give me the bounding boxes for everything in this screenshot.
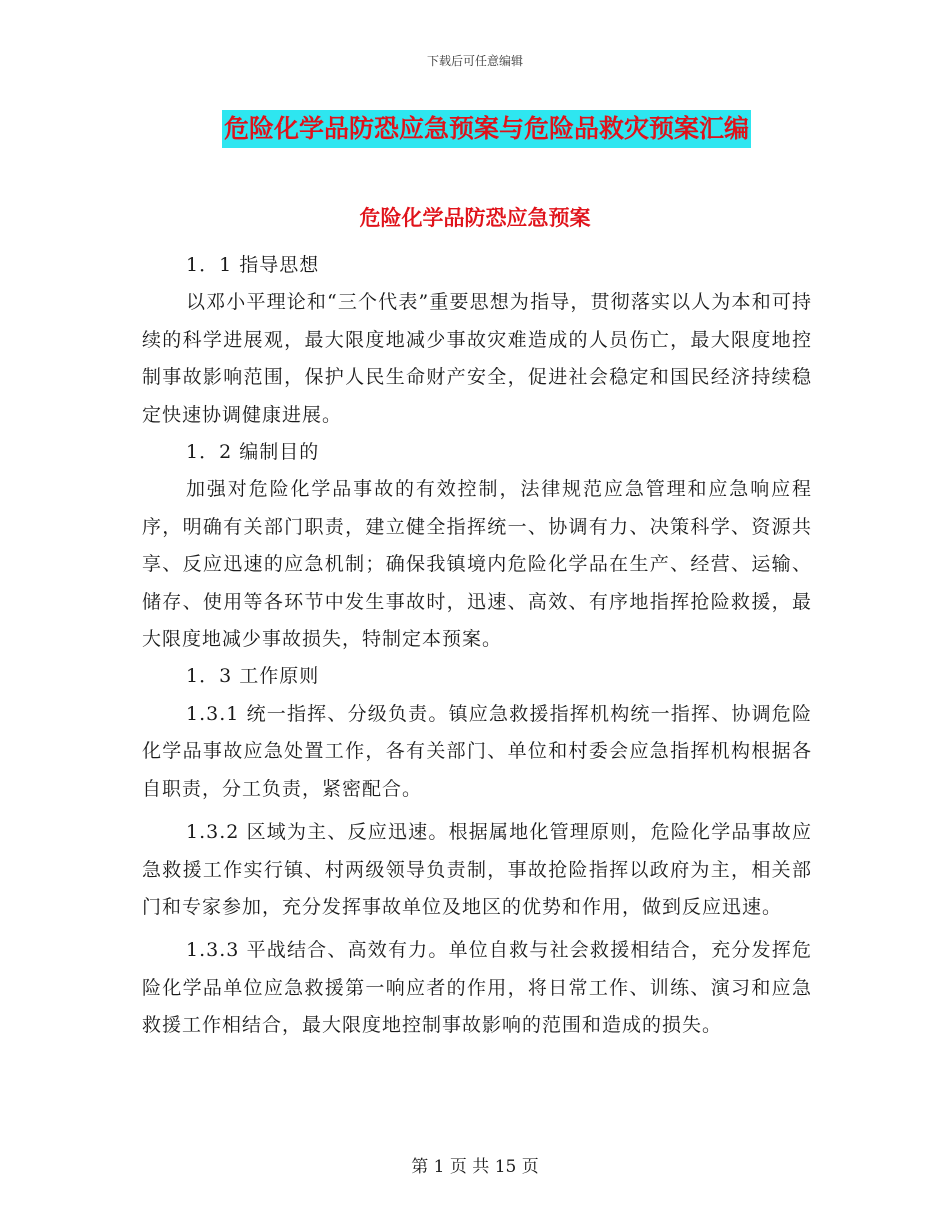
paragraph-1-1: 以邓小平理论和“三个代表”重要思想为指导，贯彻落实以人为本和可持续的科学进展观，最大限度地减少事故灾难造成的人员伤亡，最大限度地控制事故影响范围，保护人民生命财产安全，促进社会稳定和国民经济持续稳定快速协调健康进展。 [142, 291, 812, 426]
heading-1-2: 1．2 编制目的 [186, 441, 320, 464]
page-footer: 第 1 页 共 15 页 [411, 1157, 539, 1177]
section-title: 危险化学品防恐应急预案 [359, 206, 591, 230]
header-note: 下载后可任意编辑 [426, 54, 523, 68]
paragraph-1-2: 加强对危险化学品事故的有效控制，法律规范应急管理和应急响应程序，明确有关部门职责，建立健全指挥统一、协调有力、决策科学、资源共享、反应迅速的应急机制；确保我镇境内危险化学品在生产、经营、运输、储存、使用等各环节中发生事故时，迅速、高效、有序地指挥抢险救援，最大限度地减少事故损失，特制定本预案。 [142, 478, 812, 651]
paragraph-1-3-1: 1.3.1 统一指挥、分级负责。镇应急救援指挥机构统一指挥、协调危险化学品事故应急处置工作，各有关部门、单位和村委会应急指挥机构根据各自职责，分工负责，紧密配合。 [142, 702, 812, 800]
document-body [142, 247, 812, 1045]
heading-1-1: 1．1 指导思想 [186, 254, 320, 276]
paragraph-1-3-2: 1.3.2 区域为主、反应迅速。根据属地化管理原则，危险化学品事故应急救援工作实行镇、村两级领导负责制，事故抢险指挥以政府为主，相关部门和专家参加，充分发挥事故单位及地区的优势和作用，做到反应迅速。 [142, 821, 812, 918]
paragraph-1-3-3: 1.3.3 平战结合、高效有力。单位自救与社会救援相结合，充分发挥危险化学品单位应急救援第一响应者的作用，将日常工作、训练、演习和应急救援工作相结合，最大限度地控制事故影响的范围和造成的损失。 [142, 939, 812, 1037]
heading-1-3: 1．3 工作原则 [186, 665, 320, 688]
document-title: 危险化学品防恐应急预案与危险品救灾预案汇编 [222, 110, 751, 148]
